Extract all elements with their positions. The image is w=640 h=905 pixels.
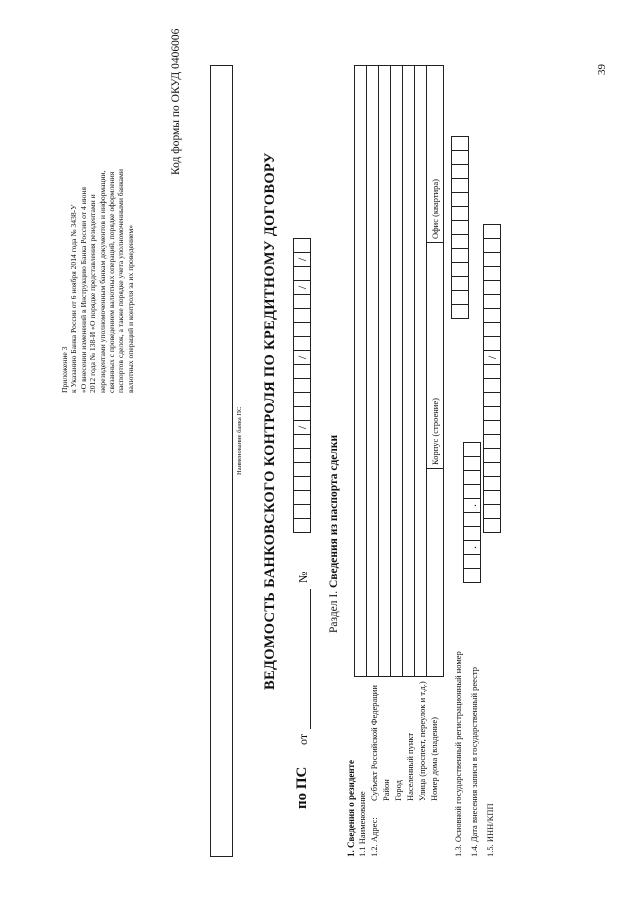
appendix-line: 2012 года № 138-И «О порядке представления резидентами и <box>88 194 98 393</box>
appendix-line: паспортов сделок, а также порядке учета уполномоченными банками <box>116 169 126 393</box>
inn-kpp-cell[interactable] <box>483 448 501 463</box>
inn-kpp-cell[interactable] <box>483 308 501 323</box>
section-title: Сведения из паспорта сделки <box>328 434 340 589</box>
resident-name-label: 1.1 Наименование <box>357 791 367 857</box>
office-label: Офис (квартира) <box>430 179 440 239</box>
ps-number-cell[interactable] <box>293 476 311 491</box>
inn-kpp-cell[interactable] <box>483 378 501 393</box>
reg-date-cell[interactable]: . <box>463 498 481 513</box>
ogrn-cell[interactable] <box>451 248 469 263</box>
inn-kpp-cell[interactable] <box>483 238 501 253</box>
inn-kpp-cell[interactable] <box>483 392 501 407</box>
ps-number-cell[interactable] <box>293 308 311 323</box>
page-number: 39 <box>596 64 608 75</box>
inn-kpp-cell[interactable] <box>483 364 501 379</box>
inn-kpp-cell[interactable] <box>483 336 501 351</box>
ps-label: по ПС <box>294 766 310 809</box>
ps-number-cell[interactable] <box>293 434 311 449</box>
resident-heading: 1. Сведения о резиденте <box>346 760 356 857</box>
section-heading <box>328 435 340 633</box>
inn-label: 1.5. ИНН/КПП <box>485 803 495 857</box>
address-district-label: Район <box>381 779 391 801</box>
resident-address-label: 1.2. Адрес: <box>369 817 379 857</box>
ps-number-cell[interactable] <box>293 504 311 519</box>
ogrn-cell[interactable] <box>451 220 469 235</box>
reg-date-cell[interactable] <box>463 526 481 541</box>
reg-date-cell[interactable] <box>463 442 481 457</box>
row-divider <box>426 65 427 677</box>
ogrn-label: 1.3. Основной государственный регистрационный номер <box>453 651 463 857</box>
appendix-title: Приложение 3 <box>60 346 69 393</box>
row-divider <box>402 65 403 677</box>
document-title: ВЕДОМОСТЬ БАНКОВСКОГО КОНТРОЛЯ ПО КРЕДИТНОМУ ДОГОВОРУ <box>262 152 278 690</box>
appendix-line: нерезидентами уполномоченным банкам документов и информации, <box>97 170 107 393</box>
address-locality-label: Населенный пункт <box>405 732 415 801</box>
col-divider <box>426 468 444 469</box>
ogrn-cell[interactable] <box>451 178 469 193</box>
reg-date-label: 1.4. Дата внесения записи в государственный реестр <box>469 667 479 857</box>
row-divider <box>366 65 367 677</box>
ogrn-cell[interactable] <box>451 164 469 179</box>
appendix-line: валютных операций и контроля за их проведением» <box>125 225 135 393</box>
inn-kpp-grid[interactable] <box>483 224 501 533</box>
ogrn-cell[interactable] <box>451 150 469 165</box>
ps-number-cell[interactable] <box>293 406 311 421</box>
inn-kpp-cell[interactable] <box>483 294 501 309</box>
ogrn-grid[interactable] <box>451 136 469 319</box>
ps-date-line <box>310 589 311 729</box>
reg-date-cell[interactable]: . <box>463 540 481 555</box>
address-street-label: Улица (проспект, переулок и т.д.) <box>417 681 427 801</box>
ps-number-cell[interactable] <box>293 322 311 337</box>
section-prefix: Раздел I. <box>328 590 340 633</box>
row-divider <box>414 65 415 677</box>
ps-number-cell[interactable] <box>293 364 311 379</box>
ogrn-cell[interactable] <box>451 304 469 319</box>
inn-kpp-cell[interactable] <box>483 462 501 477</box>
reg-date-grid[interactable] <box>463 442 481 583</box>
reg-date-cell[interactable] <box>463 484 481 499</box>
appendix-line: «О внесении изменений в Инструкцию Банка России от 4 июня <box>78 187 88 393</box>
appendix-line: к Указанию Банка России от 6 ноября 2014 года № 3438-У <box>69 204 79 393</box>
row-divider <box>390 65 391 677</box>
ps-number-grid[interactable] <box>293 238 311 533</box>
inn-kpp-cell[interactable] <box>483 504 501 519</box>
address-table <box>354 65 444 677</box>
ps-number-cell[interactable] <box>293 238 311 253</box>
inn-kpp-cell[interactable]: / <box>483 350 501 365</box>
reg-date-cell[interactable] <box>463 470 481 485</box>
ps-number-cell[interactable] <box>293 518 311 533</box>
appendix-line: связанных с проведением валютных операций, порядке оформления <box>107 171 117 393</box>
ps-number-cell[interactable]: / <box>293 350 311 365</box>
ogrn-cell[interactable] <box>451 234 469 249</box>
ps-date-prefix: от <box>296 733 310 745</box>
ps-number-cell[interactable] <box>293 490 311 505</box>
address-house-label: Номер дома (владение) <box>429 717 439 801</box>
ps-number-cell[interactable] <box>293 462 311 477</box>
reg-date-cell[interactable] <box>463 554 481 569</box>
inn-kpp-cell[interactable] <box>483 476 501 491</box>
inn-kpp-cell[interactable] <box>483 518 501 533</box>
reg-date-cell[interactable] <box>463 568 481 583</box>
inn-kpp-cell[interactable] <box>483 280 501 295</box>
appendix-block <box>60 45 135 393</box>
ps-number-cell[interactable] <box>293 448 311 463</box>
ps-number-prefix: № <box>296 571 310 583</box>
col-divider <box>426 242 444 243</box>
ps-number-cell[interactable] <box>293 378 311 393</box>
reg-date-cell[interactable] <box>463 512 481 527</box>
ogrn-cell[interactable] <box>451 276 469 291</box>
inn-kpp-cell[interactable] <box>483 322 501 337</box>
ps-number-cell[interactable] <box>293 266 311 281</box>
row-divider <box>378 65 379 677</box>
ogrn-cell[interactable] <box>451 206 469 221</box>
ps-number-cell[interactable] <box>293 392 311 407</box>
inn-kpp-cell[interactable] <box>483 252 501 267</box>
bank-name-caption: Наименование банка ПС <box>236 406 243 475</box>
inn-kpp-cell[interactable] <box>483 434 501 449</box>
reg-date-cell[interactable] <box>463 456 481 471</box>
inn-kpp-cell[interactable] <box>483 224 501 239</box>
ps-number-cell[interactable] <box>293 294 311 309</box>
ogrn-cell[interactable] <box>451 192 469 207</box>
address-region-label: Субъект Российской Федерации <box>369 685 379 801</box>
address-city-label: Город <box>393 780 403 801</box>
ogrn-cell[interactable] <box>451 290 469 305</box>
bank-name-box[interactable] <box>210 65 233 857</box>
inn-kpp-cell[interactable] <box>483 406 501 421</box>
ogrn-cell[interactable] <box>451 262 469 277</box>
inn-kpp-cell[interactable] <box>483 266 501 281</box>
inn-kpp-cell[interactable] <box>483 490 501 505</box>
korpus-label: Корпус (строение) <box>430 398 440 465</box>
ps-number-cell[interactable]: / <box>293 252 311 267</box>
ps-number-cell[interactable]: / <box>293 420 311 435</box>
ps-number-cell[interactable]: / <box>293 280 311 295</box>
okud-code: Код формы по ОКУД 0406006 <box>170 28 182 175</box>
inn-kpp-cell[interactable] <box>483 420 501 435</box>
ogrn-cell[interactable] <box>451 136 469 151</box>
ps-number-cell[interactable] <box>293 336 311 351</box>
